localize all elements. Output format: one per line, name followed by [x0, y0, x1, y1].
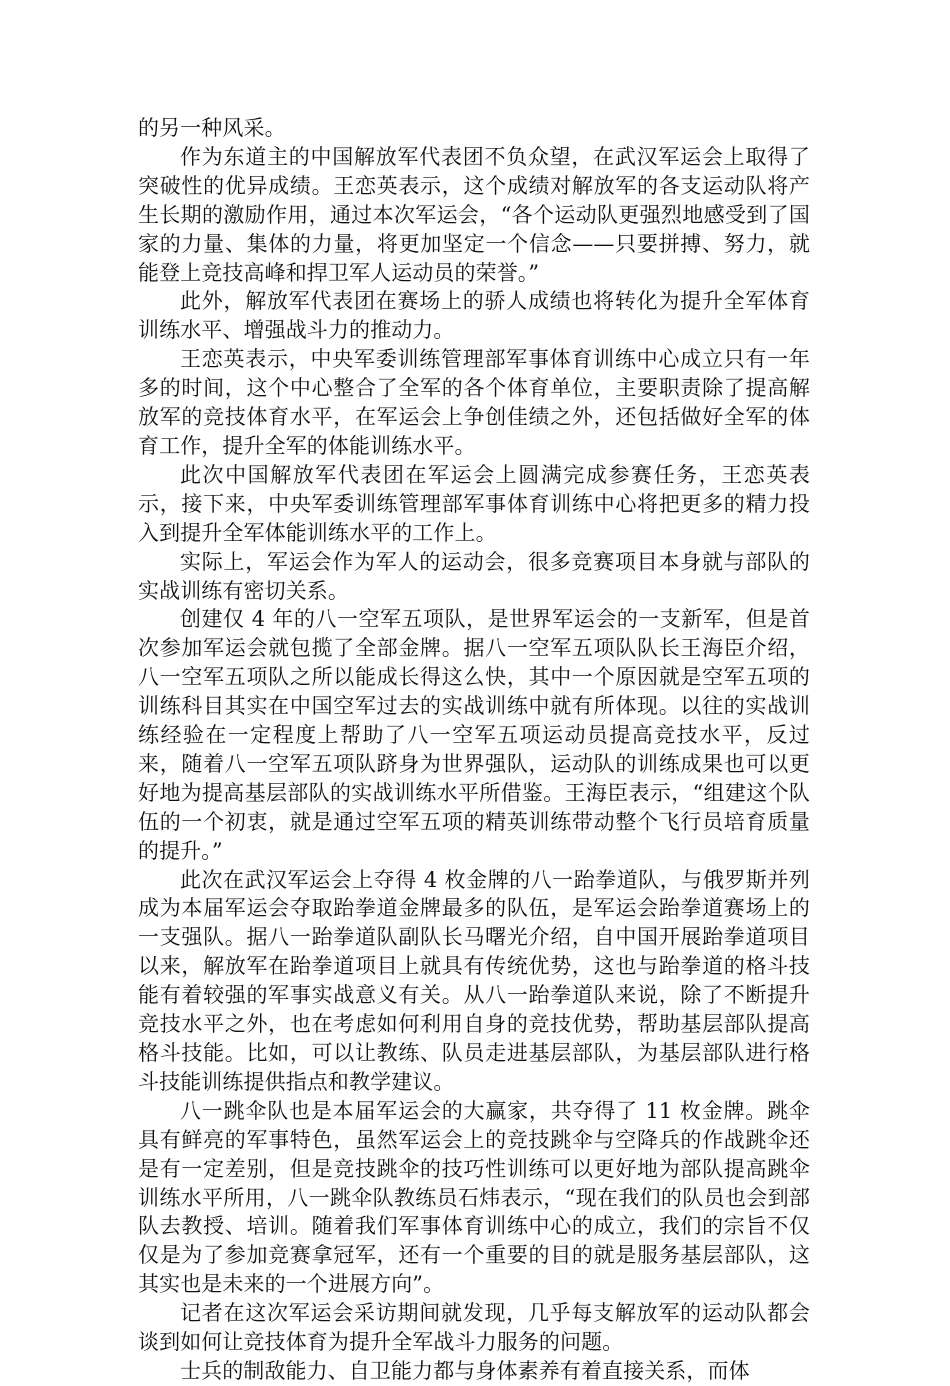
paragraph-10: 记者在这次军运会采访期间就发现，几乎每支解放军的运动队都会谈到如何让竞技体育为提升全军战斗力服务的问题。	[138, 1301, 810, 1355]
paragraph-7: 创建仅 4 年的八一空军五项队，是世界军运会的一支新军，但是首次参加军运会就包揽了全部金牌。据八一空军五项队队长王海臣介绍，八一空军五项队之所以能成长得这么快，其中一个原因就是空军五项的训练科目其实在中国空军过去的实战训练中就有所体现。以往的实战训练经验在一定程度上帮助了八一空军五项运动员提高竞技水平，反过来，随着八一空军五项队跻身为世界强队，运动队的训练成果也可以更好地为提高基层部队的实战训练水平所借鉴。王海臣表示，“组建这个队伍的一个初衷，就是通过空军五项的精英训练带动整个飞行员培育质量的提升。”	[138, 607, 810, 863]
paragraph-8: 此次在武汉军运会上夺得 4 枚金牌的八一跆拳道队，与俄罗斯并列成为本届军运会夺取跆拳道金牌最多的队伍，是军运会跆拳道赛场上的一支强队。据八一跆拳道队副队长马曙光介绍，自中国开展跆拳道项目以来，解放军在跆拳道项目上就具有传统优势，这也与跆拳道的格斗技能有着较强的军事实战意义有关。从八一跆拳道队来说，除了不断提升竞技水平之外，也在考虑如何利用自身的竞技优势，帮助基层部队提高格斗技能。比如，可以让教练、队员走进基层部队，为基层部队进行格斗技能训练提供指点和教学建议。	[138, 867, 810, 1094]
paragraph-9: 八一跳伞队也是本届军运会的大赢家，共夺得了 11 枚金牌。跳伞具有鲜亮的军事特色，虽然军运会上的竞技跳伞与空降兵的作战跳伞还是有一定差别，但是竞技跳伞的技巧性训练可以更好地为部队提高跳伞训练水平所用，八一跳伞队教练员石炜表示，“现在我们的队员也会到部队去教授、培训。随着我们军事体育训练中心的成立，我们的宗旨不仅仅是为了参加竞赛拿冠军，还有一个重要的目的就是服务基层部队，这其实也是未来的一个进展方向”。	[138, 1098, 810, 1297]
paragraph-2: 作为东道主的中国解放军代表团不负众望，在武汉军运会上取得了突破性的优异成绩。王恋英表示，这个成绩对解放军的各支运动队将产生长期的激励作用，通过本次军运会，“各个运动队更强烈地感受到了国家的力量、集体的力量，将更加坚定一个信念——只要拼搏、努力，就能登上竞技高峰和捍卫军人运动员的荣誉。”	[138, 144, 810, 285]
document-body	[138, 114, 810, 1386]
paragraph-4: 王恋英表示，中央军委训练管理部军事体育训练中心成立只有一年多的时间，这个中心整合了全军的各个体育单位，主要职责除了提高解放军的竞技体育水平，在军运会上争创佳绩之外，还包括做好全军的体育工作，提升全军的体能训练水平。	[138, 347, 810, 458]
paragraph-3: 此外，解放军代表团在赛场上的骄人成绩也将转化为提升全军体育训练水平、增强战斗力的推动力。	[138, 289, 810, 343]
paragraph-1: 的另一种风采。	[138, 116, 286, 140]
paragraph-5: 此次中国解放军代表团在军运会上圆满完成参赛任务，王恋英表示，接下来，中央军委训练管理部军事体育训练中心将把更多的精力投入到提升全军体能训练水平的工作上。	[138, 462, 810, 545]
paragraph-11: 士兵的制敌能力、自卫能力都与身体素养有着直接关系，而体	[180, 1358, 750, 1383]
paragraph-6: 实际上，军运会作为军人的运动会，很多竞赛项目本身就与部队的实战训练有密切关系。	[138, 549, 810, 603]
